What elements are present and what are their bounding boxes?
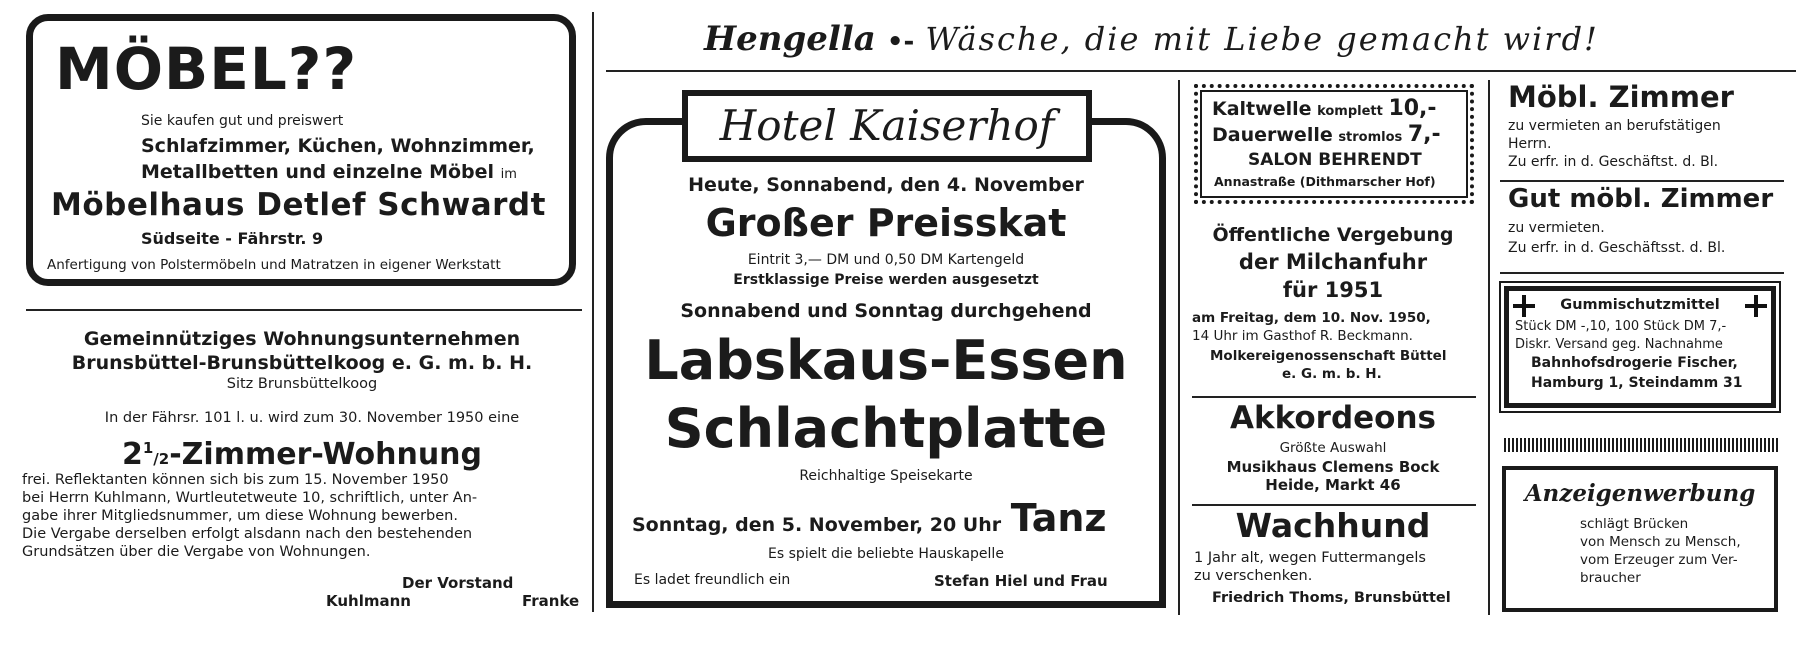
milch-b4: e. G. m. b. H. <box>1282 366 1382 382</box>
headline-number: 2 <box>121 437 143 472</box>
zimmer1-title: Möbl. Zimmer <box>1508 80 1734 114</box>
moebel-footer: Anfertigung von Polstermöbeln und Matratzen in eigener Werkstatt <box>47 257 501 273</box>
wohnung-body3: gabe ihrer Mitgliedsnummer, um diese Wohnung bewerben. <box>22 508 458 524</box>
hotel-band: Es spielt die beliebte Hauskapelle <box>768 546 1004 562</box>
gummi-l2: Diskr. Versand geg. Nachnahme <box>1515 337 1723 352</box>
hotel-name: Hotel Kaiserhof <box>719 101 1055 150</box>
wohnung-body4: Die Vergabe derselben erfolgt alsdann nach den bestehenden <box>22 526 473 542</box>
hotel-invite: Es ladet freundlich ein <box>634 572 791 588</box>
akkordeon-l1: Größte Auswahl <box>1279 440 1387 456</box>
salon-l1a: Kaltwelle <box>1212 98 1312 120</box>
zimmer2-title: Gut möbl. Zimmer <box>1508 184 1774 214</box>
hatched-separator <box>1504 438 1780 452</box>
wohnung-org3: Sitz Brunsbüttelkoog <box>226 376 378 392</box>
zimmer1-l3: Zu erfr. in d. Geschäftst. d. Bl. <box>1508 154 1719 170</box>
hengella-slogan: Wäsche, die mit Liebe gemacht wird! <box>925 20 1599 58</box>
wachhund-title: Wachhund <box>1235 506 1431 545</box>
gummi-l1: Stück DM -,10, 100 Stück DM 7,- <box>1515 319 1727 334</box>
akkordeon-l2: Musikhaus Clemens Bock <box>1226 458 1440 476</box>
zimmer1-l1: zu vermieten an berufstätigen <box>1508 118 1721 134</box>
column-divider-left <box>592 12 594 612</box>
moebel-line3-suffix: im <box>500 167 517 182</box>
wohnung-sign-right: Franke <box>522 592 580 610</box>
milch-ad <box>1188 220 1478 390</box>
zimmer1-ad <box>1500 80 1790 180</box>
moebel-line1: Sie kaufen gut und preiswert <box>141 113 344 129</box>
anzeigen-l3: vom Erzeuger zum Ver- <box>1580 552 1738 568</box>
hengella-banner <box>704 14 1599 64</box>
wohnung-org2: Brunsbüttel-Brunsbüttelkoog e. G. m. b. H. <box>71 352 533 374</box>
zimmer2-separator <box>1500 272 1784 274</box>
moebel-line2: Schlafzimmer, Küchen, Wohnzimmer, <box>141 135 535 157</box>
hotel-entry: Eintrit 3,— DM und 0,50 DM Kartengeld <box>747 252 1025 268</box>
moebel-line3-text: Metallbetten und einzelne Möbel <box>141 161 495 183</box>
moebel-company: Möbelhaus Detlef Schwardt <box>51 187 546 223</box>
hotel-prizes: Erstklassige Preise werden ausgesetzt <box>733 272 1039 288</box>
akkordeon-ad <box>1188 398 1478 498</box>
wohnung-sign-title: Der Vorstand <box>402 574 514 592</box>
milch-h2: der Milchanfuhr <box>1238 250 1428 274</box>
moebel-ad <box>26 14 576 286</box>
salon-l1c: 10,- <box>1388 96 1437 121</box>
hotel-dish1: Labskaus-Essen <box>644 329 1128 392</box>
hengella-brand: Hengella <box>704 19 876 59</box>
zimmer2-l2: Zu erfr. in d. Geschäftsst. d. Bl. <box>1508 240 1726 256</box>
anzeigen-ad <box>1502 466 1778 612</box>
zimmer2-ad <box>1500 184 1790 264</box>
salon-line1 <box>1212 96 1437 121</box>
wohnung-sign-left: Kuhlmann <box>326 592 411 610</box>
gummi-ad <box>1504 286 1776 408</box>
zimmer1-separator <box>1500 180 1784 182</box>
gummi-l4: Hamburg 1, Steindamm 31 <box>1531 375 1743 391</box>
wohnung-ad <box>22 322 582 612</box>
wohnung-body2: bei Herrn Kuhlmann, Wurtleutetweute 10, schriftlich, unter An- <box>22 490 478 506</box>
milch-b2: 14 Uhr im Gasthof R. Beckmann. <box>1192 328 1413 344</box>
moebel-separator <box>26 309 582 311</box>
wachhund-l1: 1 Jahr alt, wegen Futtermangels <box>1194 550 1426 566</box>
hotel-date: Heute, Sonnabend, den 4. November <box>688 174 1084 196</box>
headline-rest: -Zimmer-Wohnung <box>169 437 483 472</box>
headline-sub: /2 <box>153 450 170 468</box>
salon-l2c: 7,- <box>1407 122 1441 147</box>
milch-b1: am Freitag, dem 10. Nov. 1950, <box>1192 310 1431 326</box>
milch-h1: Öffentliche Vergebung <box>1212 224 1454 246</box>
moebel-title: MÖBEL?? <box>55 35 358 103</box>
hotel-sunday-line <box>632 498 1107 546</box>
anzeigen-l4: braucher <box>1580 570 1641 586</box>
wachhund-l3: Friedrich Thoms, Brunsbüttel <box>1212 590 1451 606</box>
hotel-sunday: Sonntag, den 5. November, 20 Uhr <box>632 514 1002 536</box>
akkordeon-l3: Heide, Markt 46 <box>1265 476 1401 494</box>
wachhund-l2: zu verschenken. <box>1194 568 1313 584</box>
salon-l1b: komplett <box>1317 104 1383 119</box>
hengella-separator: •- <box>886 27 915 57</box>
gummi-l3: Bahnhofsdrogerie Fischer, <box>1531 355 1738 371</box>
salon-name: SALON BEHRENDT <box>1248 150 1422 170</box>
akkordeon-title: Akkordeons <box>1229 400 1436 436</box>
gummi-title: Gummischutzmittel <box>1560 297 1720 313</box>
hotel-name-box <box>682 90 1092 162</box>
anzeigen-title: Anzeigenwerbung <box>1524 480 1756 507</box>
wachhund-ad <box>1188 506 1478 612</box>
headline-sup: 1 <box>142 439 154 457</box>
wohnung-intro: In der Fährsr. 101 l. u. wird zum 30. November 1950 eine <box>104 410 520 426</box>
zimmer1-l2: Herrn. <box>1508 136 1552 152</box>
hotel-dish2: Schlachtplatte <box>664 397 1108 460</box>
wohnung-body5: Grundsätzen über die Vergabe von Wohnungen. <box>22 544 371 560</box>
moebel-address: Südseite - Fährstr. 9 <box>141 229 324 248</box>
milch-h3: für 1951 <box>1282 278 1384 302</box>
hotel-hosts: Stefan Hiel und Frau <box>934 572 1108 590</box>
milch-b3: Molkereigenossenschaft Büttel <box>1210 348 1447 364</box>
hotel-menu: Reichhaltige Speisekarte <box>799 468 973 484</box>
hotel-dance: Tanz <box>1010 496 1107 540</box>
salon-l2a: Dauerwelle <box>1212 124 1333 146</box>
moebel-line3 <box>141 161 517 183</box>
wohnung-body1: frei. Reflektanten können sich bis zum 15. November 1950 <box>22 472 449 488</box>
hotel-weekend: Sonnabend und Sonntag durchgehend <box>680 300 1092 322</box>
column-divider-right <box>1488 80 1490 615</box>
salon-line2 <box>1212 122 1441 147</box>
zimmer2-l1: zu vermieten. <box>1508 220 1605 236</box>
anzeigen-l1: schlägt Brücken <box>1580 516 1689 532</box>
banner-underline <box>606 70 1796 72</box>
column-divider-mid <box>1178 80 1180 615</box>
salon-ad <box>1194 84 1474 204</box>
wohnung-org1: Gemeinnütziges Wohnungsunternehmen <box>83 328 521 350</box>
anzeigen-l2: von Mensch zu Mensch, <box>1580 534 1741 550</box>
hotel-event: Großer Preisskat <box>705 201 1067 245</box>
salon-address: Annastraße (Dithmarscher Hof) <box>1214 174 1436 189</box>
salon-l2b: stromlos <box>1338 130 1403 145</box>
